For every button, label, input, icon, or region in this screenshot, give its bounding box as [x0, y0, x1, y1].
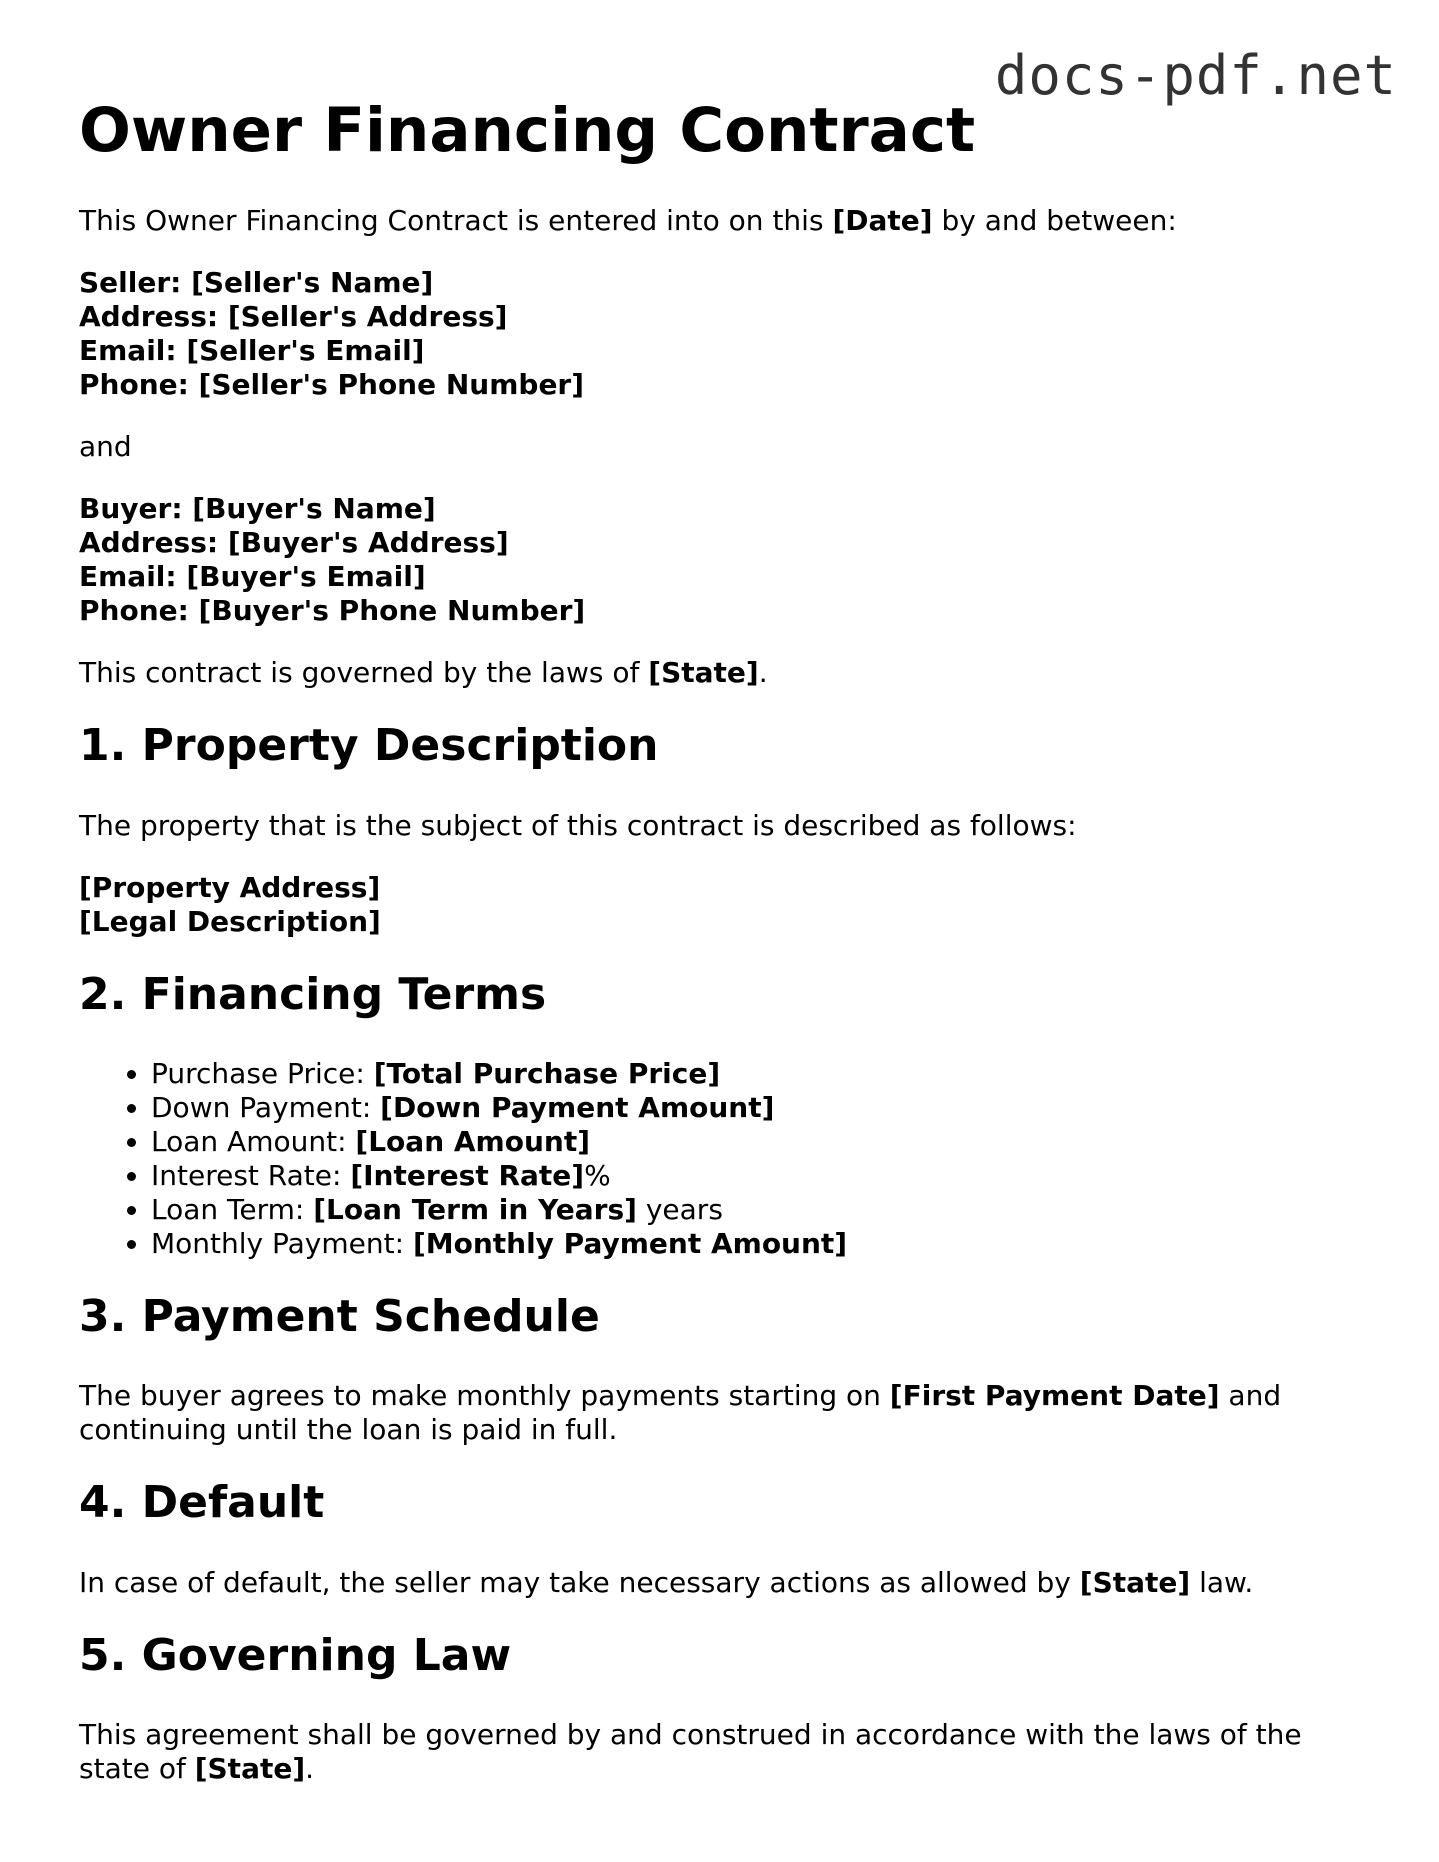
- intro-date: [Date]: [832, 204, 933, 238]
- buyer-phone: Phone: [Buyer's Phone Number]: [79, 594, 586, 628]
- seller-email: Email: [Seller's Email]: [79, 334, 425, 368]
- term-label: Purchase Price:: [151, 1056, 374, 1090]
- section3-heading: 3. Payment Schedule: [79, 1290, 600, 1342]
- term-value: [Loan Amount]: [355, 1124, 591, 1158]
- term-label: Monthly Payment:: [151, 1226, 413, 1260]
- term-label: Loan Term:: [151, 1192, 314, 1226]
- seller-address: Address: [Seller's Address]: [79, 300, 508, 334]
- intro-before: This Owner Financing Contract is entered into on this: [79, 204, 833, 238]
- term-value: [Monthly Payment Amount]: [412, 1226, 848, 1260]
- financing-terms-list: [79, 1057, 1369, 1261]
- document-title: Owner Financing Contract: [79, 95, 976, 166]
- governed-state: [State]: [648, 656, 759, 690]
- section4-state: [State]: [1079, 1565, 1191, 1599]
- term-value: [Total Purchase Price]: [373, 1056, 721, 1090]
- section3-after: and continuing until the loan is paid in full.: [79, 1379, 1282, 1447]
- section4-heading: 4. Default: [79, 1477, 325, 1529]
- buyer-email: Email: [Buyer's Email]: [79, 560, 426, 594]
- section5-heading: 5. Governing Law: [79, 1629, 512, 1681]
- section4-after: law.: [1190, 1565, 1254, 1599]
- section5-state: [State]: [194, 1752, 306, 1786]
- list-item: [151, 1159, 1369, 1193]
- section5-before: This agreement shall be governed by and construed in accordance with the laws of the state of: [79, 1718, 1302, 1786]
- section4-text: [79, 1566, 1369, 1600]
- list-item: [151, 1091, 1369, 1125]
- term-label: Interest Rate:: [151, 1158, 351, 1192]
- buyer-block: [79, 492, 1369, 628]
- term-value: [Loan Term in Years]: [313, 1192, 637, 1226]
- buyer-address: Address: [Buyer's Address]: [79, 526, 509, 560]
- intro-paragraph: [79, 204, 1369, 238]
- property-block: [79, 871, 1369, 939]
- buyer-name: Buyer: [Buyer's Name]: [79, 492, 436, 526]
- first-payment-date: [First Payment Date]: [889, 1379, 1220, 1413]
- section3-text: [79, 1379, 1369, 1447]
- watermark: docs-pdf.net: [994, 44, 1397, 107]
- intro-after: by and between:: [932, 204, 1177, 238]
- governed-paragraph: [79, 656, 1369, 690]
- term-label: Down Payment:: [151, 1090, 381, 1124]
- section2-heading: 2. Financing Terms: [79, 968, 547, 1020]
- term-label: Loan Amount:: [151, 1124, 356, 1158]
- section1-text: The property that is the subject of this contract is described as follows:: [79, 808, 1077, 842]
- section3-before: The buyer agrees to make monthly payments starting on: [79, 1379, 890, 1413]
- section5-after: .: [305, 1752, 315, 1786]
- list-item: [151, 1125, 1369, 1159]
- section5-text: [79, 1718, 1369, 1786]
- term-suffix: %: [584, 1158, 611, 1192]
- governed-before: This contract is governed by the laws of: [79, 656, 649, 690]
- document-page: [79, 96, 1369, 1814]
- section1-heading: 1. Property Description: [79, 720, 659, 772]
- list-item: [151, 1057, 1369, 1091]
- list-item: [151, 1193, 1369, 1227]
- seller-name: Seller: [Seller's Name]: [79, 266, 434, 300]
- property-address: [Property Address]: [79, 870, 381, 904]
- legal-description: [Legal Description]: [79, 904, 381, 938]
- seller-block: [79, 266, 1369, 402]
- seller-phone: Phone: [Seller's Phone Number]: [79, 368, 585, 402]
- governed-after: .: [758, 656, 768, 690]
- list-item: [151, 1227, 1369, 1261]
- section4-before: In case of default, the seller may take necessary actions as allowed by: [79, 1565, 1080, 1599]
- term-value: [Interest Rate]: [350, 1158, 585, 1192]
- and-text: and: [79, 430, 132, 464]
- term-value: [Down Payment Amount]: [380, 1090, 775, 1124]
- term-suffix: years: [636, 1192, 723, 1226]
